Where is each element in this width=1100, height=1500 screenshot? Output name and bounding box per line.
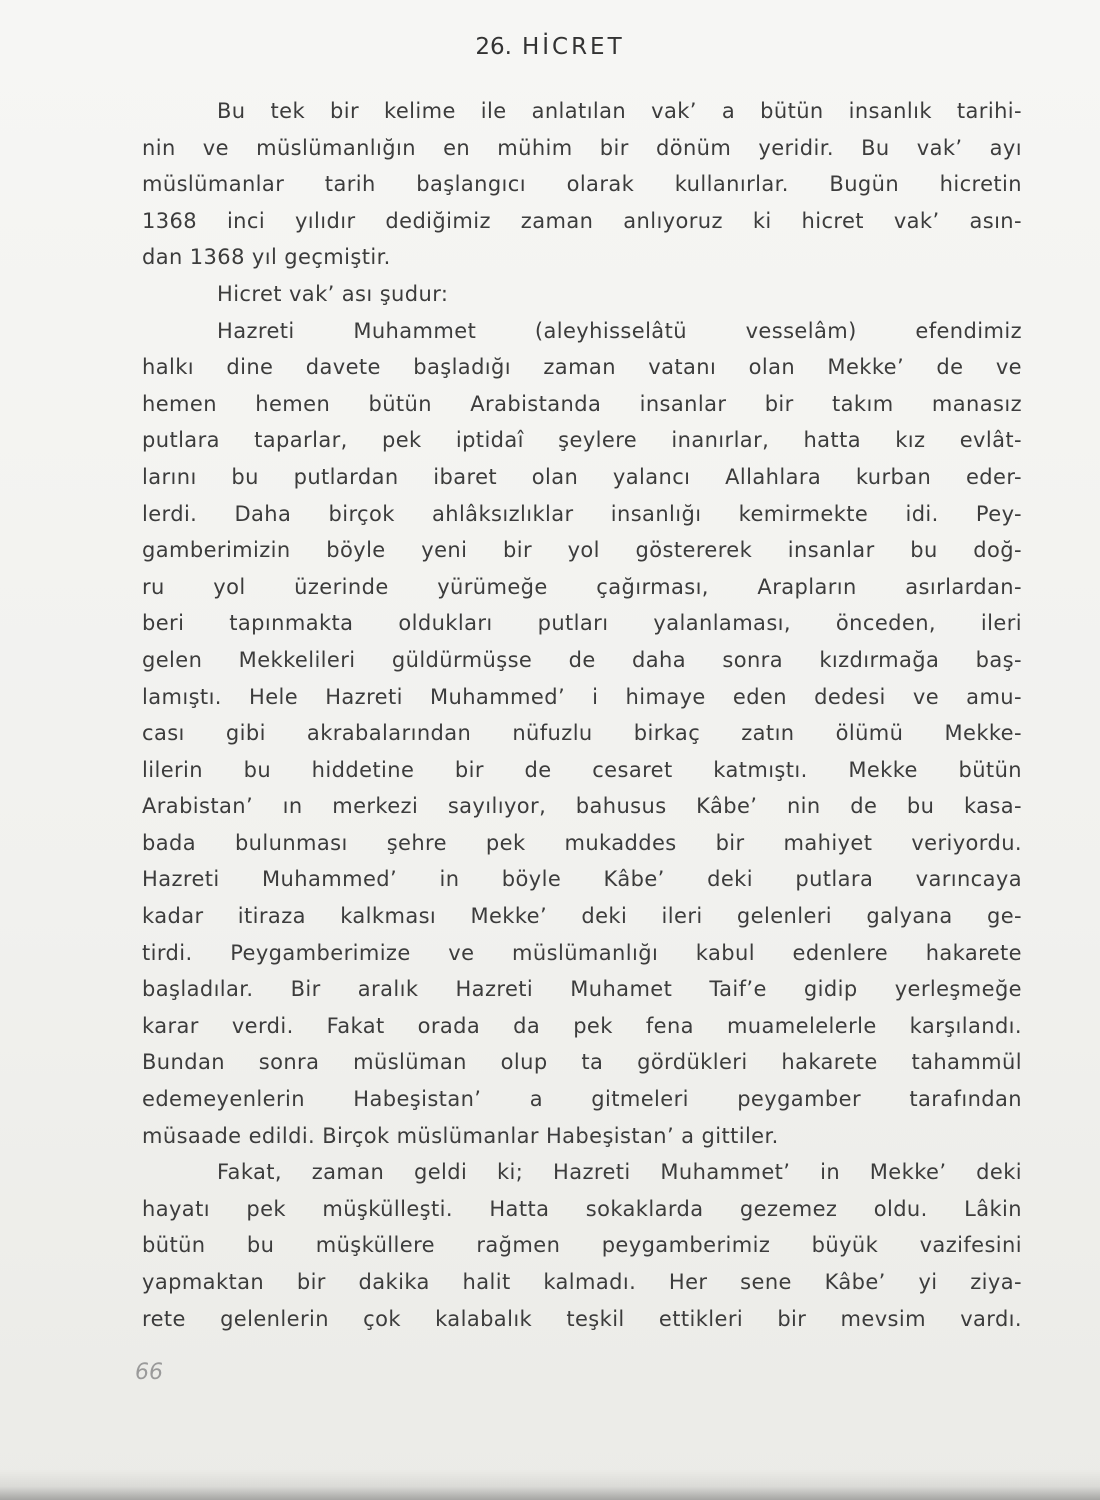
- text-line: cası gibi akrabalarından nüfuzlu birkaç zatın ölümü Mekke-: [142, 721, 1022, 746]
- text-line: halkı dine davete başladığı zaman vatanı olan Mekke’ de ve: [142, 355, 1022, 380]
- text-line: Arabistan’ ın merkezi sayılıyor, bahusus Kâbe’ nin de bu kasa-: [142, 794, 1022, 819]
- text-line: bütün bu müşküllere rağmen peygamberimiz büyük vazifesini: [142, 1233, 1022, 1258]
- text-line: beri tapınmakta oldukları putları yalanlaması, önceden, ileri: [142, 611, 1022, 636]
- text-line: hemen hemen bütün Arabistanda insanlar bir takım manasız: [142, 391, 1022, 416]
- text-line: dan 1368 yıl geçmiştir.: [142, 245, 391, 270]
- text-line: rete gelenlerin çok kalabalık teşkil ettikleri bir mevsim vardı.: [142, 1306, 1022, 1331]
- text-line: nin ve müslümanlığın en mühim bir dönüm yeridir. Bu vak’ ayı: [142, 135, 1022, 160]
- text-line: başladılar. Bir aralık Hazreti Muhamet Taif’e gidip yerleşmeğe: [142, 977, 1022, 1002]
- chapter-number: 26.: [475, 34, 512, 60]
- text-line: Bu tek bir kelime ile anlatılan vak’ a bütün insanlık tarihi-: [217, 99, 1022, 123]
- text-line: Hicret vak’ ası şudur:: [217, 281, 449, 306]
- text-line: lilerin bu hiddetine bir de cesaret katmıştı. Mekke bütün: [142, 757, 1022, 782]
- text-line: ru yol üzerinde yürümeğe çağırması, Arapların asırlardan-: [142, 574, 1022, 599]
- text-line: tirdi. Peygamberimize ve müslümanlığı kabul edenlere hakarete: [142, 940, 1022, 965]
- body-text: [142, 93, 1022, 1337]
- text-line: 1368 inci yılıdır dediğimiz zaman anlıyoruz ki hicret vak’ asın-: [142, 208, 1022, 233]
- text-line: Hazreti Muhammet (aleyhisselâtü vesselâm) efendimiz: [217, 318, 1022, 343]
- text-line: Hazreti Muhammed’ in böyle Kâbe’ deki putlara varıncaya: [142, 867, 1022, 892]
- text-line: gelen Mekkelileri güldürmüşse de daha sonra kızdırmağa baş-: [142, 647, 1022, 672]
- text-line: lerdi. Daha birçok ahlâksızlıklar insanlığı kemirmekte idi. Pey-: [142, 501, 1022, 526]
- text-line: müsaade edildi. Birçok müslümanlar Habeşistan’ a gittiler.: [142, 1123, 779, 1148]
- chapter-heading: [0, 34, 1100, 60]
- text-line: bada bulunması şehre pek mukaddes bir mahiyet veriyordu.: [142, 830, 1022, 855]
- page-bottom-edge: [0, 1470, 1100, 1500]
- text-line: hayatı pek müşkülleşti. Hatta sokaklarda gezemez oldu. Lâkin: [142, 1196, 1022, 1221]
- text-line: müslümanlar tarih başlangıcı olarak kullanırlar. Bugün hicretin: [142, 172, 1022, 197]
- text-line: kadar itiraza kalkması Mekke’ deki ileri gelenleri galyana ge-: [142, 904, 1022, 929]
- text-line: Bundan sonra müslüman olup ta gördükleri hakarete tahammül: [142, 1050, 1022, 1075]
- chapter-title: HİCRET: [521, 34, 625, 60]
- text-line: Fakat, zaman geldi ki; Hazreti Muhammet’ in Mekke’ deki: [217, 1160, 1022, 1185]
- page-number: 66: [135, 1360, 163, 1385]
- text-line: lamıştı. Hele Hazreti Muhammed’ i himaye eden dedesi ve amu-: [142, 684, 1022, 709]
- text-line: yapmaktan bir dakika halit kalmadı. Her sene Kâbe’ yi ziya-: [142, 1270, 1022, 1294]
- text-line: karar verdi. Fakat orada da pek fena muamelelerle karşılandı.: [142, 1013, 1022, 1038]
- text-line: larını bu putlardan ibaret olan yalancı Allahlara kurban eder-: [142, 464, 1022, 489]
- text-line: putlara taparlar, pek iptidaî şeylere inanırlar, hatta kız evlât-: [142, 428, 1022, 453]
- text-line: edemeyenlerin Habeşistan’ a gitmeleri peygamber tarafından: [142, 1087, 1022, 1112]
- text-line: gamberimizin böyle yeni bir yol göstererek insanlar bu doğ-: [142, 538, 1022, 563]
